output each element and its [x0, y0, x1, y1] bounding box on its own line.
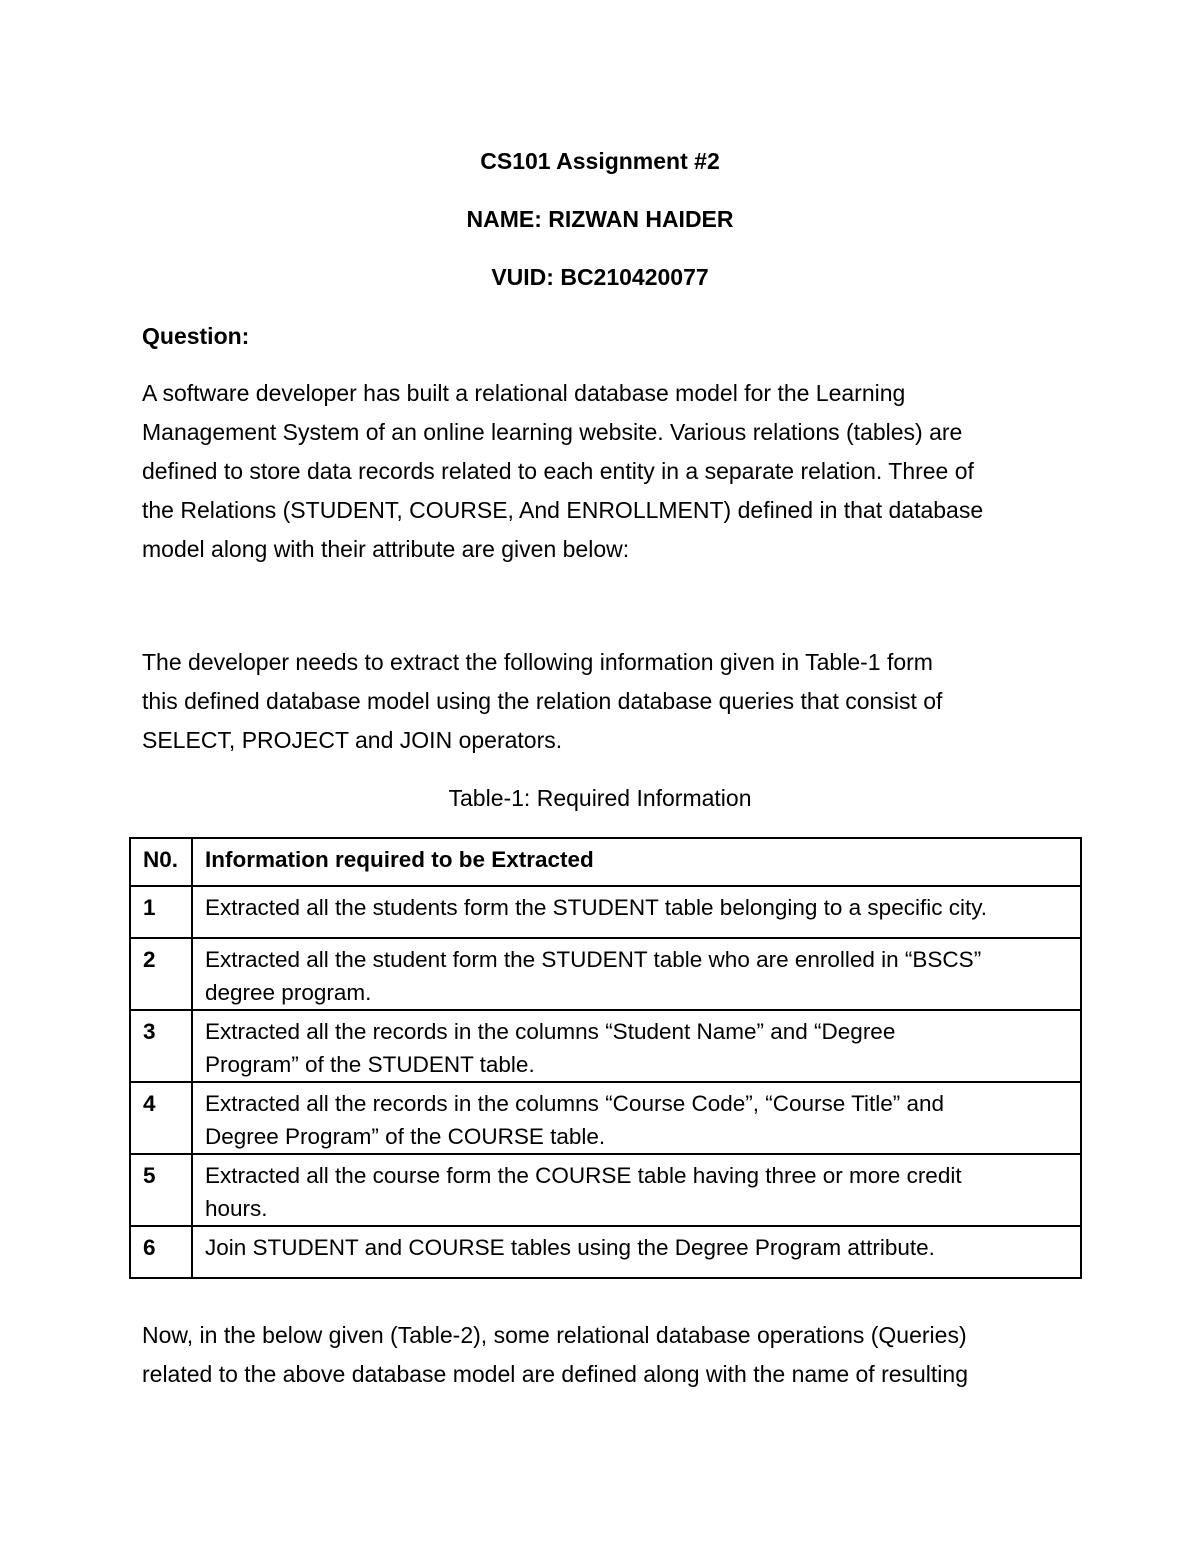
paragraph-line: Management System of an online learning website. Various relations (tables) are	[142, 419, 963, 445]
row-text-line: Join STUDENT and COURSE tables using the Degree Program attribute.	[205, 1235, 935, 1260]
row-text	[192, 1154, 1081, 1226]
closing-paragraph	[142, 1316, 1082, 1394]
row-text-line: Degree Program” of the COURSE table.	[205, 1124, 606, 1149]
paragraph-line: the Relations (STUDENT, COURSE, And ENROLLMENT) defined in that database	[142, 497, 984, 523]
row-text-line: Extracted all the course form the COURSE table having three or more credit	[205, 1163, 962, 1188]
assignment-title: CS101 Assignment #2	[480, 148, 720, 174]
paragraph-line: related to the above database model are defined along with the name of resulting	[142, 1361, 969, 1387]
table-row	[130, 1154, 1081, 1226]
row-number: 6	[130, 1226, 192, 1278]
table-row	[130, 938, 1081, 1010]
table-row	[130, 886, 1081, 938]
row-text-line: Extracted all the students form the STUDENT table belonging to a specific city.	[205, 895, 988, 920]
paragraph-line: SELECT, PROJECT and JOIN operators.	[142, 727, 563, 753]
row-number: 2	[130, 938, 192, 1010]
row-text	[192, 1226, 1081, 1278]
row-text-line: degree program.	[205, 980, 372, 1005]
table-row	[130, 1010, 1081, 1082]
paragraph-line: model along with their attribute are given below:	[142, 536, 630, 562]
table-row	[130, 1082, 1081, 1154]
row-number: 5	[130, 1154, 192, 1226]
row-text	[192, 1082, 1081, 1154]
row-number: 3	[130, 1010, 192, 1082]
extract-paragraph	[142, 643, 1082, 760]
row-text-line: Extracted all the records in the columns “Student Name” and “Degree	[205, 1019, 896, 1044]
row-text-line: Extracted all the student form the STUDENT table who are enrolled in “BSCS”	[205, 947, 982, 972]
row-text-line: Extracted all the records in the columns “Course Code”, “Course Title” and	[205, 1091, 945, 1116]
student-name: NAME: RIZWAN HAIDER	[466, 206, 734, 232]
paragraph-line: this defined database model using the relation database queries that consist of	[142, 688, 943, 714]
paragraph-line: Now, in the below given (Table-2), some relational database operations (Queries)	[142, 1322, 967, 1348]
header-information: Information required to be Extracted	[192, 838, 1081, 886]
row-text	[192, 886, 1081, 938]
paragraph-line: defined to store data records related to each entity in a separate relation. Three of	[142, 458, 974, 484]
row-text-line: Program” of the STUDENT table.	[205, 1052, 535, 1077]
row-text-line: hours.	[205, 1196, 268, 1221]
intro-paragraph	[142, 374, 1082, 569]
row-text	[192, 1010, 1081, 1082]
question-heading: Question:	[142, 323, 250, 349]
table1-caption: Table-1: Required Information	[448, 785, 752, 811]
table-row	[130, 1226, 1081, 1278]
student-vuid: VUID: BC210420077	[491, 264, 709, 290]
row-number: 4	[130, 1082, 192, 1154]
header-number: N0.	[130, 838, 192, 886]
paragraph-line: A software developer has built a relational database model for the Learning	[142, 380, 906, 406]
row-text	[192, 938, 1081, 1010]
required-information-table	[129, 837, 1082, 1279]
table-header-row	[130, 838, 1081, 886]
paragraph-line: The developer needs to extract the following information given in Table-1 form	[142, 649, 933, 675]
row-number: 1	[130, 886, 192, 938]
